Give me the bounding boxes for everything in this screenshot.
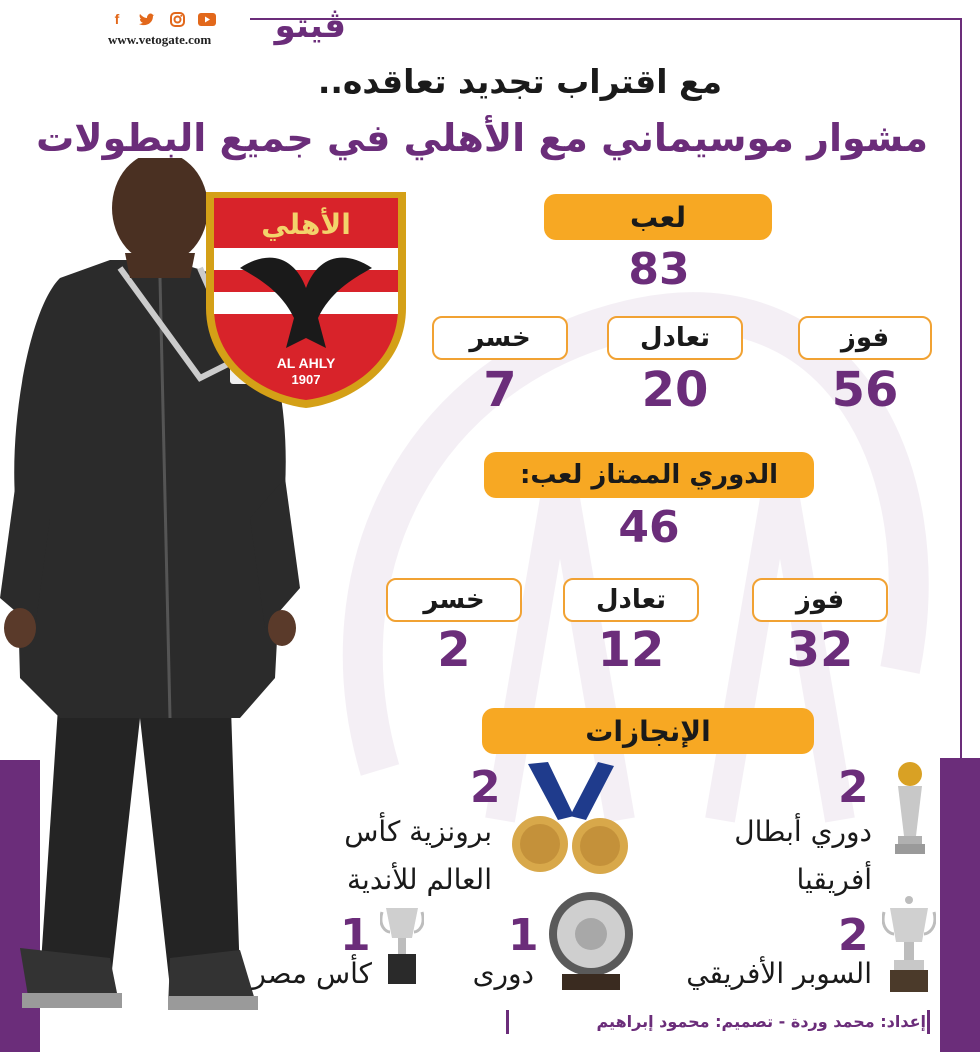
badge-year: 1907 — [291, 372, 321, 387]
credits-divider-right — [927, 1010, 930, 1034]
achievement-count-world-cup: 2 — [470, 762, 501, 813]
achievement-label-egypt-cup: كأس مصر — [252, 957, 372, 990]
right-frame-line — [960, 18, 962, 758]
achievement-label-champions: دوري أبطال أفريقيا — [734, 815, 872, 896]
win-value: 56 — [831, 362, 899, 418]
badge-latin-text: AL AHLY — [276, 355, 336, 371]
social-icons — [108, 10, 216, 28]
league-played-value: 46 — [618, 502, 680, 553]
achievement-label-super-cup: السوبر الأفريقي — [686, 957, 872, 990]
trophy-icon — [890, 756, 930, 860]
credits-divider-left — [506, 1010, 509, 1034]
instagram-icon[interactable] — [168, 10, 186, 28]
badge-arabic-text: الأهلي — [261, 208, 351, 241]
achievement-count-league: 1 — [508, 910, 539, 961]
shield-trophy-icon — [544, 890, 638, 994]
top-frame-line — [250, 18, 962, 20]
title-line-1: مع اقتراب تجديد تعاقده.. — [317, 62, 722, 101]
league-draw-value: 12 — [597, 622, 665, 678]
achievement-count-super-cup: 2 — [838, 910, 869, 961]
cup-icon — [380, 902, 424, 992]
title-line-2: مشوار موسيماني مع الأهلي في جميع البطولات — [36, 116, 928, 160]
league-loss-value: 2 — [437, 622, 471, 678]
achievement-label-league: دورى — [472, 957, 534, 990]
draw-label: تعادل — [607, 316, 743, 360]
achievement-count-egypt-cup: 1 — [340, 910, 371, 961]
league-draw-label: تعادل — [563, 578, 699, 622]
twitter-icon[interactable] — [138, 10, 156, 28]
league-win-value: 32 — [786, 622, 854, 678]
vetogate-logo — [248, 6, 346, 50]
loss-value: 7 — [483, 362, 517, 418]
medal-icon — [508, 760, 632, 880]
league-loss-label: خسر — [386, 578, 522, 622]
facebook-icon[interactable]: f — [114, 11, 120, 27]
loss-label: خسر — [432, 316, 568, 360]
played-heading: لعب — [544, 194, 772, 240]
al-ahly-badge — [200, 188, 412, 410]
win-label: فوز — [798, 316, 932, 360]
site-url[interactable]: www.vetogate.com — [108, 32, 212, 47]
draw-value: 20 — [641, 362, 709, 418]
achievement-label-world-cup: برونزية كأس العالم للأندية — [344, 815, 492, 896]
logo-text: ڤيتو — [274, 6, 346, 46]
youtube-icon[interactable] — [198, 10, 216, 28]
played-value: 83 — [628, 244, 690, 295]
achievements-heading: الإنجازات — [482, 708, 814, 754]
league-heading: الدوري الممتاز لعب: — [484, 452, 814, 498]
league-win-label: فوز — [752, 578, 888, 622]
credits-text: إعداد: محمد وردة - تصميم: محمود إبراهيم — [596, 1012, 926, 1031]
cup-icon — [882, 894, 936, 998]
achievement-count-champions: 2 — [838, 762, 869, 813]
